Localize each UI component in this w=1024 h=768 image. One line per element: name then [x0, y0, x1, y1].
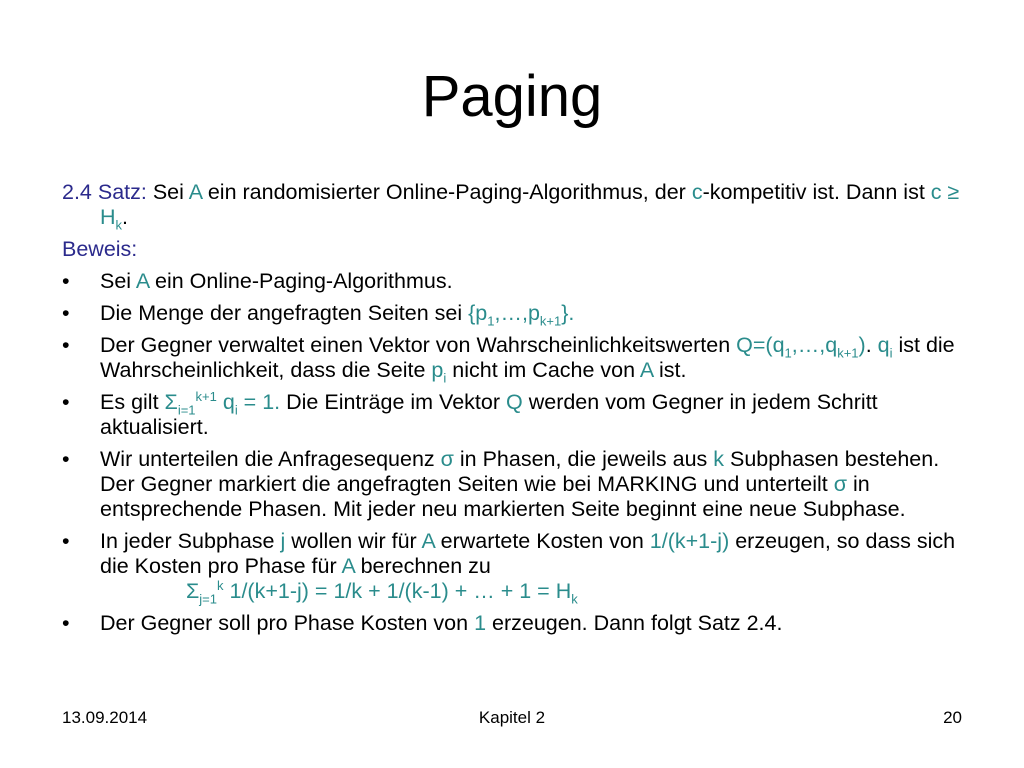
symbol-text: p	[431, 358, 444, 382]
sigma-symbol: Σ	[164, 390, 178, 414]
symbol-c: c	[691, 180, 703, 204]
proof-label: Beweis:	[62, 237, 138, 261]
cost-expression: 1/(k+1-j)	[649, 529, 730, 553]
symbol-j: j	[280, 529, 286, 553]
subscript: 1	[487, 313, 495, 329]
subscript: i	[889, 345, 893, 361]
text: Subphasen bestehen. Der Gegner markiert die angefragten Seiten wie bei MARKING und unterteilt	[100, 447, 940, 496]
bullet-item	[62, 390, 962, 440]
symbol-a: A	[639, 358, 654, 382]
bullet-item	[62, 301, 962, 329]
symbol-k: k	[713, 447, 724, 471]
set-part: }.	[561, 301, 575, 325]
symbol-text: q	[877, 333, 890, 357]
subscript: 1	[784, 345, 792, 361]
subscript: k	[115, 217, 123, 233]
text: werden vom Gegner in jedem Schritt aktualisiert.	[100, 390, 878, 439]
text: .	[865, 333, 878, 357]
text: nicht im Cache von	[446, 358, 640, 382]
bullet-marker: •	[62, 269, 70, 293]
text: Die Einträge im Vektor	[280, 390, 506, 414]
text: erzeugen, so dass sich die Kosten pro Phase für	[100, 529, 956, 578]
superscript: k+1	[195, 388, 217, 404]
theorem-label: 2.4 Satz:	[62, 180, 147, 204]
footer-chapter: Kapitel 2	[478, 708, 546, 727]
bullet-marker: •	[62, 611, 70, 635]
text: in Phasen, die jeweils aus	[453, 447, 714, 471]
text: Sei	[146, 180, 189, 204]
subscript: k	[571, 591, 578, 607]
text: ist die Wahrscheinlichkeit, dass die Seite	[100, 333, 955, 382]
text: Die Menge der angefragten Seiten sei	[100, 301, 469, 325]
text: Der Gegner verwaltet einen Vektor von Wahrscheinlichkeitswerten	[100, 333, 737, 357]
sum-expression	[164, 388, 281, 418]
text: wollen wir für	[285, 529, 422, 553]
text: .	[122, 205, 129, 229]
vector-part: )	[858, 333, 866, 357]
text: ein randomisierter Online-Paging-Algorithmus, der	[201, 180, 692, 204]
bullet-marker: •	[62, 447, 70, 471]
symbol-a: A	[421, 529, 435, 553]
subscript: k+1	[837, 345, 859, 361]
superscript: k	[217, 577, 224, 593]
symbol-a: A	[188, 180, 202, 204]
text: Wir unterteilen die Anfragesequenz	[100, 447, 441, 471]
sigma-symbol: Σ	[186, 579, 200, 603]
bullet-marker: •	[62, 390, 70, 414]
bullet-item	[62, 447, 962, 522]
symbol-text: = 1.	[237, 390, 281, 414]
bullet-marker: •	[62, 301, 70, 325]
inequality-text: c ≥ H	[100, 180, 960, 229]
formula-text: 1/(k+1-j) = 1/k + 1/(k-1) + … + 1 = H	[223, 579, 572, 603]
bullet-marker: •	[62, 529, 70, 553]
bullet-marker: •	[62, 333, 70, 357]
bullet-item	[62, 269, 962, 294]
symbol-sigma: σ	[833, 472, 848, 496]
subscript: i	[443, 370, 447, 386]
slide-title: Paging	[421, 64, 603, 129]
text: berechnen zu	[354, 554, 491, 578]
subscript: j=1	[199, 591, 218, 607]
vector-part: ,…,q	[791, 333, 838, 357]
symbol-one: 1	[474, 611, 487, 635]
harmonic-sum-formula	[100, 577, 962, 607]
symbol-pi	[431, 358, 447, 386]
set-part: {p	[468, 301, 488, 325]
symbol-sigma: σ	[440, 447, 454, 471]
footer-page-number: 20	[943, 708, 962, 727]
bullet-item	[62, 529, 962, 607]
text: ein Online-Paging-Algorithmus.	[149, 269, 453, 293]
text: Es gilt	[100, 390, 165, 414]
text: -kompetitiv ist. Dann ist	[702, 180, 931, 204]
subscript: k+1	[539, 313, 562, 329]
symbol-q: Q	[506, 390, 523, 414]
symbol-a: A	[135, 269, 150, 293]
vector-part: Q=(q	[736, 333, 785, 357]
text: erwartete Kosten von	[434, 529, 650, 553]
bullet-item	[62, 611, 962, 636]
text: In jeder Subphase	[100, 529, 281, 553]
text: Der Gegner soll pro Phase Kosten von	[100, 611, 475, 635]
bullet-item	[62, 333, 962, 386]
slide-body	[62, 180, 962, 643]
text: in entsprechende Phasen. Mit jeder neu markierten Seite beginnt eine neue Subphase.	[100, 472, 906, 521]
theorem-statement	[62, 180, 962, 233]
symbol-a: A	[341, 554, 355, 578]
vector-q	[736, 333, 866, 361]
subscript: i=1	[177, 402, 196, 418]
footer-date: 13.09.2014	[62, 708, 148, 727]
text: erzeugen. Dann folgt Satz 2.4.	[486, 611, 783, 635]
symbol-text: q	[216, 390, 235, 414]
text: ist.	[653, 358, 687, 382]
subscript: i	[234, 402, 238, 418]
text: Sei	[100, 269, 136, 293]
set-part: ,…,p	[494, 301, 540, 325]
page-set	[468, 301, 575, 329]
symbol-qi	[877, 333, 893, 361]
